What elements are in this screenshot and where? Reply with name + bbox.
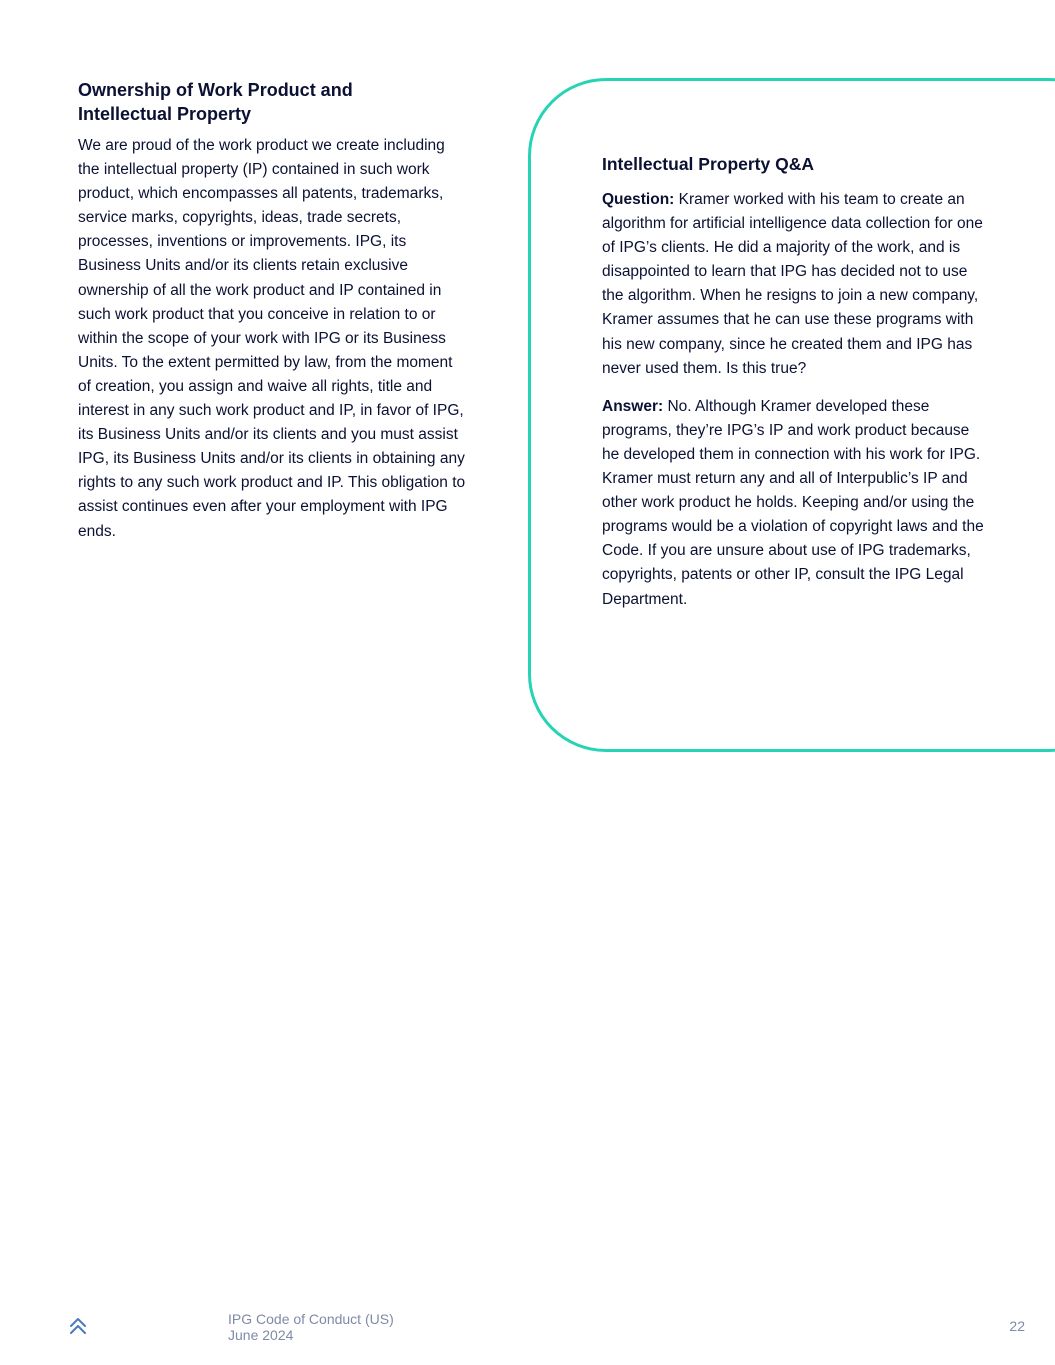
question-text: Kramer worked with his team to create an algorithm for artificial intelligence data collection for one of IPG’s clients. He did a majority of the work, and is disappointed to learn that IPG has decided not to use the algorithm. When he resigns to join a new company, Kramer assumes that he can use these programs with his new company, since he created them and IPG has never used them. Is this true? [602, 191, 983, 377]
ownership-heading-line2: Intellectual Property [78, 104, 252, 124]
footer-doc-date: June 2024 [228, 1327, 294, 1343]
ownership-heading [78, 78, 468, 126]
answer-label: Answer: [602, 397, 664, 415]
footer-doc-title: IPG Code of Conduct (US) [228, 1311, 394, 1327]
qa-answer [602, 395, 987, 612]
qa-section [602, 152, 987, 626]
qa-heading: Intellectual Property Q&A [602, 154, 814, 174]
double-chevron-up-icon[interactable] [68, 1314, 88, 1338]
page-number: 22 [1009, 1318, 1025, 1334]
ownership-heading-line1: Ownership of Work Product and [78, 80, 353, 100]
ownership-section [78, 78, 468, 544]
answer-text: No. Although Kramer developed these programs, they’re IPG’s IP and work product because he developed them in connection with his work for IPG. Kramer must return any and all of Interpublic’s IP and other work product he holds. Keeping and/or using the programs would be a violation of copyright laws and the Code. If you are unsure about use of IPG trademarks, copyrights, patents or other IP, consult the IPG Legal Department. [602, 397, 984, 608]
ownership-body: We are proud of the work product we create including the intellectual property (IP) contained in such work product, which encompasses all patents, trademarks, service marks, copyrights, ideas, trade secrets, processes, inventions or improvements. IPG, its Business Units and/or its clients retain exclusive ownership of all the work product and IP contained in such work product that you conceive in relation to or within the scope of your work with IPG or its Business Units. To the extent permitted by law, from the moment of creation, you assign and waive all rights, title and interest in any such work product and IP, in favor of IPG, its Business Units and/or its clients and you must assist IPG, its Business Units and/or its clients in obtaining any rights to any such work product and IP. This obligation to assist continues even after your employment with IPG ends. [78, 137, 466, 540]
qa-question [602, 188, 987, 381]
footer-doc-info [228, 1311, 394, 1343]
question-label: Question: [602, 191, 675, 208]
double-chevron-up-svg [68, 1314, 88, 1338]
